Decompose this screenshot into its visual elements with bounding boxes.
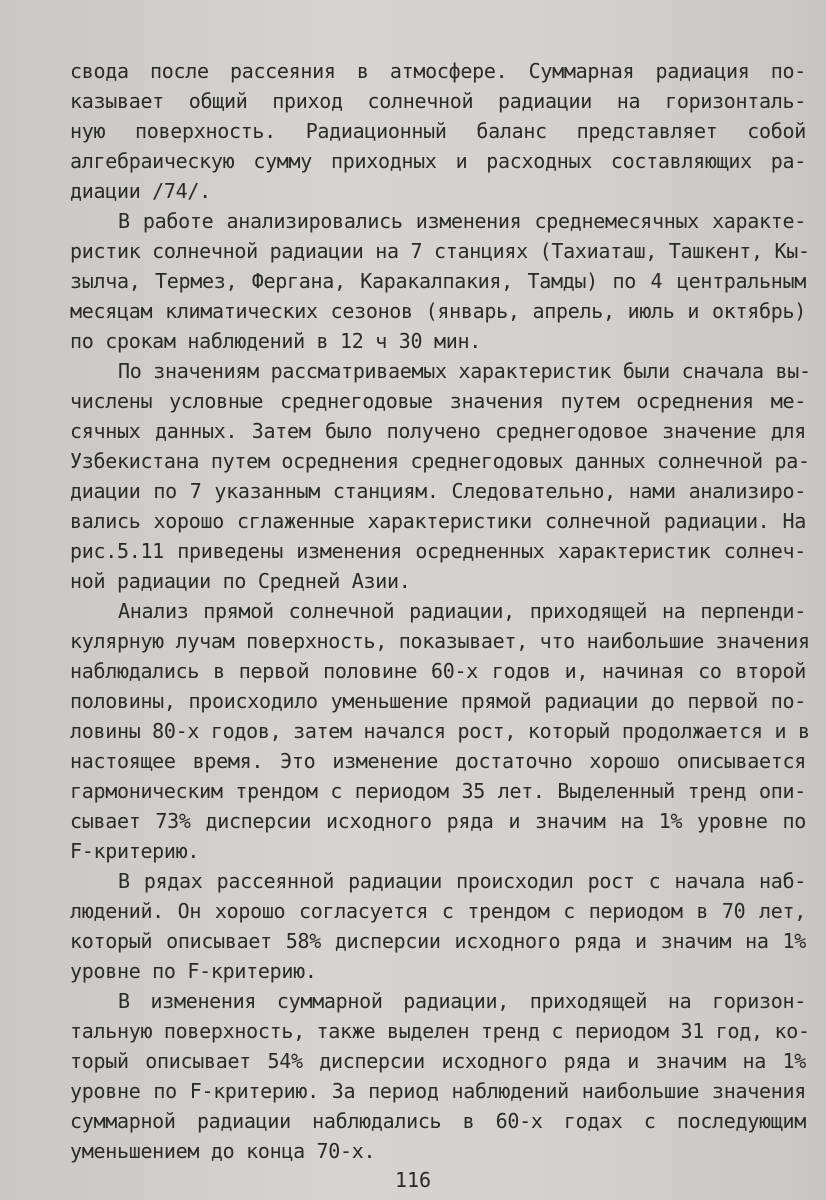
text-line: половины, происходило уменьшение прямой радиации до первой по- bbox=[70, 689, 806, 713]
text-line: кулярную лучам поверхность, показывает, что наибольшие значения bbox=[70, 629, 810, 653]
text-line: В работе анализировались изменения среднемесячных характе- bbox=[118, 209, 806, 233]
text-line: уровне по F-критерию. bbox=[70, 959, 317, 983]
text-line: гармоническим трендом с периодом 35 лет. Выделенный тренд опи- bbox=[70, 779, 806, 803]
text-line: уровне по F-критерию. За период наблюдений наибольшие значения bbox=[70, 1079, 806, 1103]
text-line: который описывает 58% дисперсии исходного ряда и значим на 1% bbox=[70, 929, 806, 953]
text-line: людений. Он хорошо согласуется с трендом с периодом в 70 лет, bbox=[70, 899, 806, 923]
page-number: 116 bbox=[394, 1168, 432, 1192]
text-line: тальную поверхность, также выделен тренд с периодом 31 год, ко- bbox=[70, 1019, 810, 1043]
text-line: ную поверхность. Радиационный баланс представляет собой bbox=[70, 119, 806, 143]
text-line: По значениям рассматриваемых характеристик были сначала вы- bbox=[118, 359, 811, 383]
text-line: уменьшением до конца 70-х. bbox=[70, 1139, 376, 1163]
text-line: Узбекистана путем осреднения среднегодовых данных солнечной ра- bbox=[70, 449, 810, 473]
text-line: казывает общий приход солнечной радиации на горизонталь- bbox=[70, 89, 806, 113]
text-line: рис.5.11 приведены изменения осредненных характеристик солнеч- bbox=[70, 539, 806, 563]
text-line: Анализ прямой солнечной радиации, приходящей на перпенди- bbox=[118, 599, 806, 623]
text-line: по срокам наблюдений в 12 ч 30 мин. bbox=[70, 329, 481, 353]
text-line: зылча, Термез, Фергана, Каракалпакия, Тамды) по 4 центральным bbox=[70, 269, 806, 293]
text-line: В изменения суммарной радиации, приходящей на горизон- bbox=[118, 989, 806, 1013]
text-line: ной радиации по Средней Азии. bbox=[70, 569, 411, 593]
text-line: сывает 73% дисперсии исходного ряда и значим на 1% уровне по bbox=[70, 809, 806, 833]
text-line: суммарной радиации наблюдались в 60-х годах с последующим bbox=[70, 1109, 806, 1133]
text-line: числены условные среднегодовые значения путем осреднения ме- bbox=[70, 389, 806, 413]
text-line: ловины 80-х годов, затем начался рост, который продолжается и в bbox=[70, 719, 810, 743]
text-line: наблюдались в первой половине 60-х годов и, начиная со второй bbox=[70, 659, 806, 683]
text-line: диации /74/. bbox=[70, 179, 211, 203]
text-line: свода после рассеяния в атмосфере. Суммарная радиация по- bbox=[70, 59, 806, 83]
text-line: вались хорошо сглаженные характеристики солнечной радиации. На bbox=[70, 509, 806, 533]
text-line: месяцам климатических сезонов (январь, апрель, июль и октябрь) bbox=[70, 299, 806, 323]
text-line: В рядах рассеянной радиации происходил рост с начала наб- bbox=[118, 869, 806, 893]
text-line: сячных данных. Затем было получено среднегодовое значение для bbox=[70, 419, 806, 443]
text-line: торый описывает 54% дисперсии исходного ряда и значим на 1% bbox=[70, 1049, 806, 1073]
text-line: настоящее время. Это изменение достаточно хорошо описывается bbox=[70, 749, 806, 773]
text-line: F-критерию. bbox=[70, 839, 200, 863]
text-line: диации по 7 указанным станциям. Следовательно, нами анализиро- bbox=[70, 479, 806, 503]
text-line: алгебраическую сумму приходных и расходных составляющих ра- bbox=[70, 149, 806, 173]
text-line: ристик солнечной радиации на 7 станциях (Тахиаташ, Ташкент, Кы- bbox=[70, 239, 810, 263]
